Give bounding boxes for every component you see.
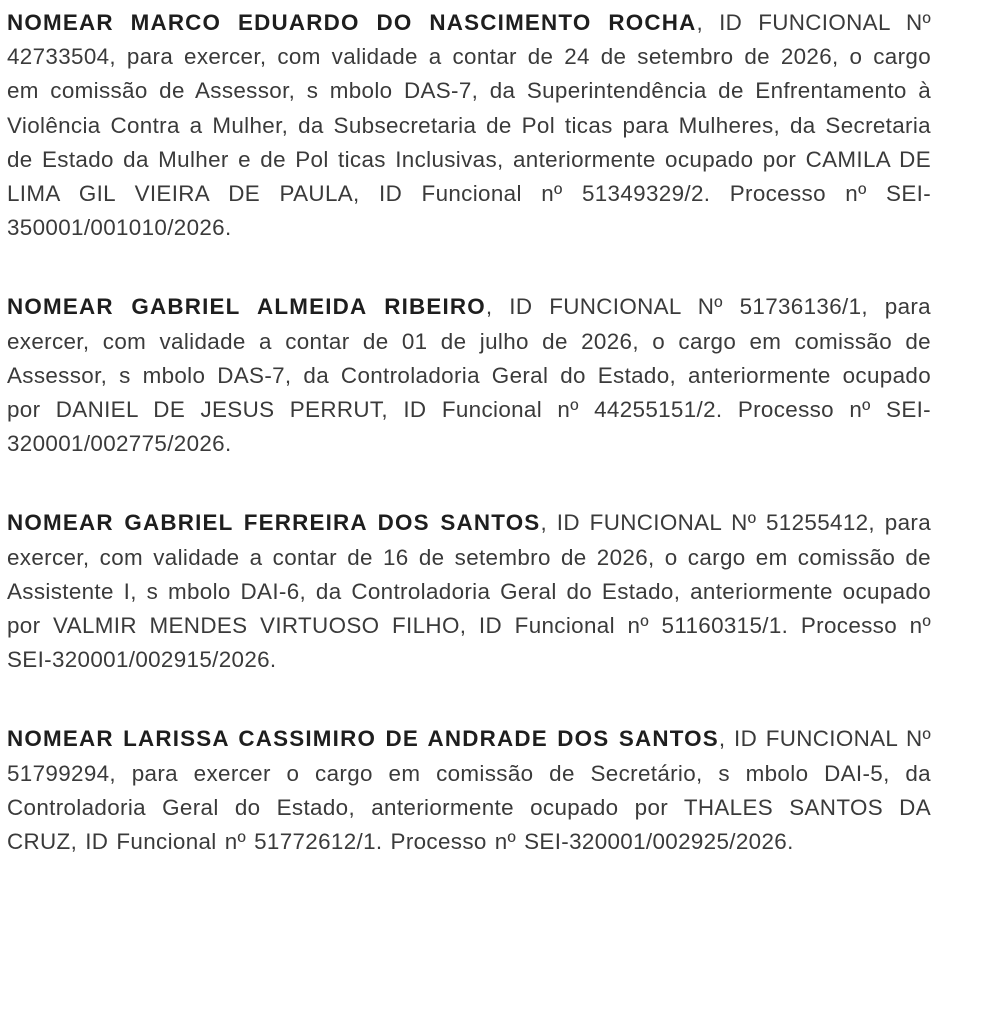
- appointment-paragraph-2: [7, 290, 931, 461]
- appointment-paragraph-1: [7, 6, 931, 245]
- appointment-name-2: NOMEAR GABRIEL ALMEIDA RIBEIRO: [7, 294, 486, 320]
- appointment-text-2: , ID FUNCIONAL Nº 51736136/1, para exercer, com validade a contar de 01 de julho de 2026, o cargo em comissão de Assessor, s mbolo DAS-7, da Controladoria Geral do Estado, anteriormente ocupado por DANIEL DE JESUS PERRUT, ID Funcional nº 44255151/2. Processo nº SEI-320001/002775/2026.: [7, 294, 931, 457]
- appointment-paragraph-3: [7, 506, 931, 677]
- appointment-text-1: , ID FUNCIONAL Nº 42733504, para exercer, com validade a contar de 24 de setembro de 2026, o cargo em comissão de Assessor, s mbolo DAS-7, da Superintendência de Enfrentamento à Violência Contra a Mulher, da Subsecretaria de Pol ticas para Mulheres, da Secretaria de Estado da Mulher e de Pol ticas Inclusivas, anteriormente ocupado por CAMILA DE LIMA GIL VIEIRA DE PAULA, ID Funcional nº 51349329/2. Processo nº SEI-350001/001010/2026.: [7, 10, 932, 241]
- document-body: [7, 6, 931, 904]
- appointment-paragraph-4: [7, 722, 931, 859]
- appointment-text-3: , ID FUNCIONAL Nº 51255412, para exercer, com validade a contar de 16 de setembro de 2026, o cargo em comissão de Assistente I, s mbolo DAI-6, da Controladoria Geral do Estado, anteriormente ocupado por VALMIR MENDES VIRTUOSO FILHO, ID Funcional nº 51160315/1. Processo nº SEI-320001/002915/2026.: [7, 510, 931, 673]
- appointment-name-4: NOMEAR LARISSA CASSIMIRO DE ANDRADE DOS SANTOS: [7, 726, 719, 752]
- appointment-name-3: NOMEAR GABRIEL FERREIRA DOS SANTOS: [7, 510, 541, 536]
- appointment-text-4: , ID FUNCIONAL Nº 51799294, para exercer o cargo em comissão de Secretário, s mbolo DAI-5, da Controladoria Geral do Estado, anteriormente ocupado por THALES SANTOS DA CRUZ, ID Funcional nº 51772612/1. Processo nº SEI-320001/002925/2026.: [7, 726, 931, 855]
- appointment-name-1: NOMEAR MARCO EDUARDO DO NASCIMENTO ROCHA: [7, 10, 697, 35]
